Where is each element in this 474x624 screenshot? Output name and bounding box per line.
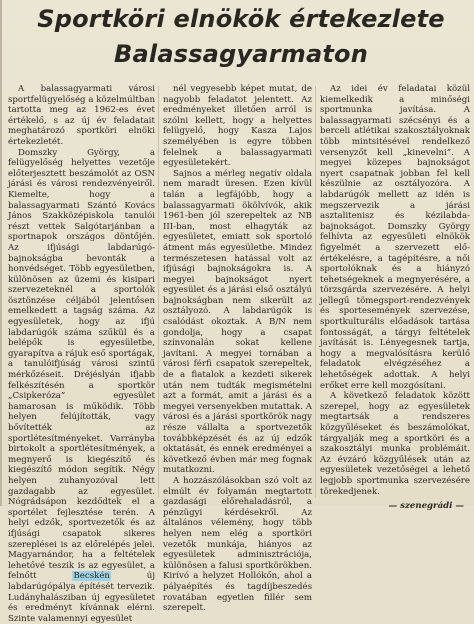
column-separator [315, 86, 316, 498]
paragraph: A hozzászólásokban szó volt az elmúlt év folyamán megtartott gazdasági előrehaladásról, a pénzügyi kérdésekről. Az általános vélemény, hogy több helyen nem elég a sportköri vezetők munkája, hiányos az egyesületek adminisztrációja, különösen a falusi sportkörökben. Kirívó a helyzet Hollókőn, ahol a pályaépítés és tagdíjbeszedés rovatában egyetlen fillér sem szerepelt. [163, 475, 312, 614]
paragraph: Sajnos a mérleg negatív oldala nem maradt üresen. Ezen kívül talán a legfájóbb, hogy a balassagyarmati ökölvívók, akik 1961-ben jól szerepeltek az NB III-ban, most elhagyták az egyesületet, emiatt sok sportoló átment más egyesületbe. Mindez természetesen hatással volt az ifjúsági bajnokságokra is. A megyei bajnokságot nyert egyesület és a járási első osztályú bajnokságban nem sikerült az osztályozó. A labdarúgók is csalódást okoztak. A B/N nem gondolja, hogy a csapat színvonalán sokat kellene javítani. A megyei tornában a városi férfi csapatok szerepeltek, de a fiatalok a kezdeti sikerek után nem tudták megismételni azt a formát, amit a járási és a megyei versenyekben mutattak. A városi és a járási sportkörök nagy része vállalta a sportvezetők továbbképzését és az új edzők oktatását, és ennek eredményei a következő évben már meg fognak mutatkozni. [163, 168, 312, 476]
paragraph: Az idei év feladatai közül kiemelkedik a minőségi sportmunka javítása. A balassagyarmati szécsényi és a berceli atlétikai szakosztályoknak több mintsitésével rendelkező versenyzőt kell „kinevelni”. A megyei közepes bajnokságot nyert csapatnak jobban fel kell készülnie az osztályozóra. A labdarúgók mellett az idén is megszervezik a járási asztalitenisz és kézilabda-bajnokságot. Domszky György felhívta az egyesületi elnökök figyelmét a szervezett elő-értékelésre, a tagépítésre, a női sportolóknak és a hiányzó tehetségeknek a megnyerésére, a törzsgárda szervezésére. A helyi jellegű tömegsport-rendezvények és sportesemények szervezése, sportkulturális előadások tartása fontosságát, a tárgyi feltételek javítását is. Lényegesnek tartja, hogy a megvalósításra kerülő feladatok elvégzéséhez a lehetőségek adottak. A helyi erőket erre kell mozgósítani. [320, 84, 470, 391]
article-column-3 [320, 84, 470, 512]
paragraph: A balassagyarmati városi sportfelügyelőség a közelmúltban tartotta meg az 1962-es évet értékelő, s az új év feladatait meghatározó sportköri elnöki értekezletét. [8, 84, 155, 147]
column-separator [158, 86, 159, 498]
article-column-2 [163, 84, 312, 614]
page-edge-divider [0, 0, 2, 506]
headline-line-1: Sportköri elnökök értekezlete [37, 5, 445, 33]
paragraph: nél vegyesebb képet mutat, de nagyobb feladatot jelentett. Az eredményeket illetően arról is szólni kellett, hogy a helyettes felügyelő, hogy Kasza Lajos személyében is egyre többen felelnek a balassagyarmati egyesületekért. [163, 84, 312, 169]
highlighted-word: Becskén [73, 571, 110, 582]
article-column-1 [8, 84, 155, 624]
paragraph: A következő feladatok között szerepel, hogy az egyesületek megtartsák a rendszeres közgyűléseket és beszámolókat, tárgyalják meg a sportköri és a szakosztályi munka problémáit. Az évzáró közgyűlések után az egyesületek vezetőségei a lehető legjobb sportmunka szervezésére törekedjenek. [320, 391, 470, 497]
author-signature: — szenegrádi — [388, 501, 464, 512]
headline-line-2: Balassagyarmaton [114, 40, 368, 68]
paragraph: Domszky György, a felügyelőség helyettes vezetője előterjesztett beszámolót az OSN járási és városi rendezvényeiről. Kiemelte, hogy a balassagyarmati Szántó Kovács János Szakközépiskola tanulói részt vettek Salgótarjánban a sportnapok országos döntőjén. Az ifjúsági labdarúgó-bajnokságba bevonták a honvédséget. Több egyesületben, különösen az üzemi és kisipari szervezeteknél a sportolók ösztönzése céljából jelentősen emelkedett a tagság száma. Az egyesületek, hogy az ifjú labdarúgók száma szűkül és a belépők is egyesületbe, gyarapítva a rájuk eső sportágak, a tanulóifjúság városi szintű mérkőzéseit. Dréjéslyán ifjabb felkészítésén a sportkör „Csipkeróza” egyesület hamarosan is működik. Több helyen felújították, vagy bővítették az sportlétesítményeket. Varrányba birtokolt a sportlétesítmények, a megnyerő is kiegészítő és kiegészítő módon segítik. Négy helyen zuhanyozóval lett gazdagabb az egyesület. Nógrádsápon kezdődtek el a sportélet fejlesztése terén. A helyi edzők, sportvezetők és az ifjúsági csapatok sikeres szereplései is az előrelépés jelei. Magyarnándor, ha a feltételek lehetővé teszik is az egyesület, a felnőtt Becskén új labdarúgópálya építését tervezik. Ludányhalásziban új egyesületet és eredményt kívánnak elérni. Szinte valamennyi egyesület [8, 147, 155, 624]
